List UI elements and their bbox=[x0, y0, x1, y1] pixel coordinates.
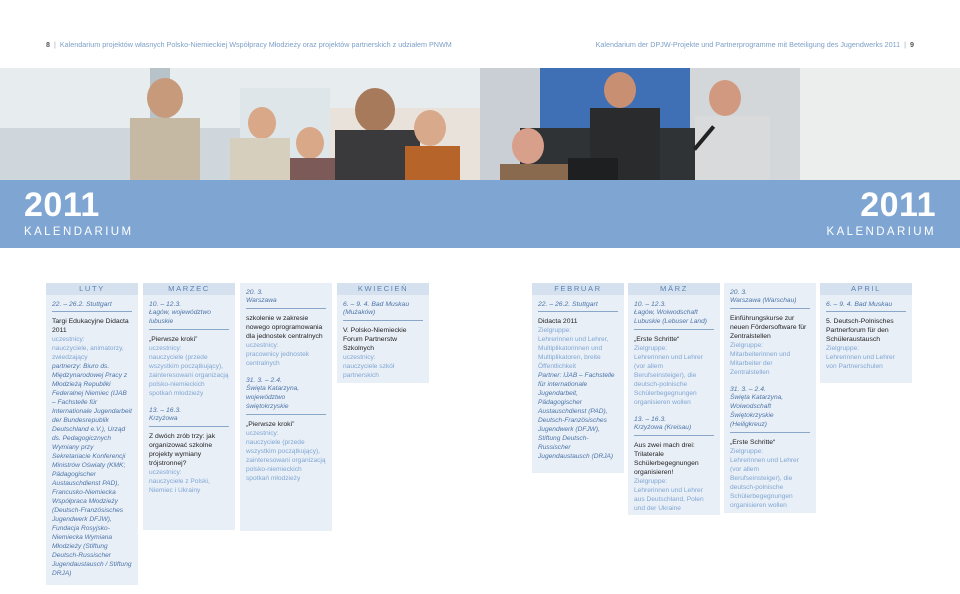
column-maerz bbox=[628, 283, 720, 518]
event-title: Z dwóch zrób trzy: jak organizować szkolne projekty wymiany trójstronnej? bbox=[149, 433, 216, 467]
column-februar bbox=[532, 283, 624, 476]
audience-label: Zielgruppe: bbox=[634, 345, 667, 352]
audience-text: Mitarbeiterinnen und Mitarbeiter der Zentralstellen bbox=[730, 351, 791, 376]
month-header-maerz: MÄRZ bbox=[628, 283, 720, 295]
column-luty bbox=[46, 283, 138, 588]
event-title: szkolenie w zakresie nowego oprogramowania dla jednostek centralnych bbox=[246, 315, 323, 340]
event-date: 31. 3. – 2.4. bbox=[246, 377, 282, 384]
event-location: Łagów, województwo lubuskie bbox=[149, 308, 229, 330]
audience-label: Zielgruppe: bbox=[634, 478, 667, 485]
month-header-kwiecien: KWIECIEŃ bbox=[337, 283, 429, 295]
audience-label: uczestnicy: bbox=[343, 354, 376, 361]
year-left: 2011 bbox=[24, 186, 100, 224]
event-date: 20. 3. bbox=[246, 289, 264, 296]
audience-text: nauczyciele (przede wszystkim początkujący), zainteresowani organizacją polsko-niemieckich spotkań młodzieży bbox=[246, 439, 326, 482]
audience-text: nauczyciele szkół partnerskich bbox=[343, 363, 395, 379]
event-title: V. Polsko-Niemieckie Forum Partnerstw Szkolnych bbox=[343, 327, 407, 352]
event-title: „Pierwsze kroki” bbox=[246, 421, 295, 428]
event-date: 22. – 26.2. Stuttgart bbox=[538, 301, 618, 312]
column-marzec-cont bbox=[240, 283, 332, 534]
column-marzec bbox=[143, 283, 235, 533]
audience-label: uczestnicy: bbox=[246, 342, 279, 349]
running-head-left: 8 | Kalendarium projektów własnych Polsko-Niemieckiej Współpracy Młodzieży oraz projektów partnerskich z udziałem PNWM bbox=[46, 40, 452, 49]
running-head-text-left: Kalendarium projektów własnych Polsko-Niemieckiej Współpracy Młodzieży oraz projektów partnerskich z udziałem PNWM bbox=[59, 40, 452, 49]
column-maerz-cont bbox=[724, 283, 816, 516]
audience-text: nauczyciele (przede wszystkim początkujący), zainteresowani organizacją polsko-niemieckich spotkań młodzieży bbox=[149, 354, 229, 397]
column-april bbox=[820, 283, 912, 386]
event-title: Targi Edukacyjne Didacta 2011 bbox=[52, 318, 129, 334]
event-title: „Erste Schritte“ bbox=[634, 336, 680, 343]
event-location: Święta Katarzyna, województwo świętokrzyskie bbox=[246, 384, 326, 415]
event-location: (Mużaków) bbox=[343, 308, 423, 321]
audience-text: Lehrerinnen und Lehrer aus Deutschland, Polen und der Ukraine bbox=[634, 487, 704, 512]
event-title: Einführungskurse zur neuen Fördersoftware für Zentralstellen bbox=[730, 315, 807, 340]
audience-text: nauczyciele, animatorzy, zwiedzający bbox=[52, 345, 124, 361]
event-date: 13. – 16.3. bbox=[634, 416, 667, 423]
audience-label: uczestnicy: bbox=[52, 336, 85, 343]
month-header-april: APRIL bbox=[820, 283, 912, 295]
page-number-right: 9 bbox=[910, 40, 914, 49]
audience-label: Zielgruppe: bbox=[538, 327, 571, 334]
right-page bbox=[480, 0, 960, 594]
event-date: 10. – 12.3. bbox=[634, 301, 667, 308]
event-title: 5. Deutsch-Polnisches Partnerforum für den Schüleraustausch bbox=[826, 318, 894, 343]
year-right: 2011 bbox=[860, 186, 936, 224]
audience-text: Lehrerinnen und Lehrer, Multiplikatorinnen und Multiplikatoren, breite Öffentlichkeit bbox=[538, 336, 609, 370]
event-title: Didacta 2011 bbox=[538, 318, 578, 325]
audience-label: uczestnicy: bbox=[149, 345, 182, 352]
event-title: „Pierwsze kroki” bbox=[149, 336, 198, 343]
event-title: „Erste Schritte“ bbox=[730, 439, 776, 446]
event-location: Warszawa (Warschau) bbox=[730, 296, 810, 309]
month-header-marzec: MARZEC bbox=[143, 283, 235, 295]
audience-text: Lehrerinnen und Lehrer (vor allem Berufseinsteiger), die deutsch-polnische Schülerbegegnungen organisieren wollen bbox=[634, 354, 703, 406]
event-location: Łagów, Woiwodschaft Lubuskie (Lebuser Land) bbox=[634, 308, 714, 330]
audience-label: uczestnicy: bbox=[149, 469, 182, 476]
audience-text: pracownicy jednostek centralnych bbox=[246, 351, 310, 367]
audience-text: Lehrerinnen und Lehrer von Partnerschulen bbox=[826, 354, 895, 370]
audience-label: Zielgruppe: bbox=[826, 345, 859, 352]
audience-label: uczestnicy: bbox=[246, 430, 279, 437]
event-location: Warszawa bbox=[246, 296, 326, 309]
event-date: 13. – 16.3. bbox=[149, 407, 182, 414]
event-date: 6. – 9. 4. Bad Muskau bbox=[826, 301, 906, 312]
audience-label: Zielgruppe: bbox=[730, 342, 763, 349]
running-head-right: Kalendarium der DPJW-Projekte und Partnerprogramme mit Beteiligung des Jugendwerks 2011 | 9 bbox=[595, 40, 914, 49]
event-location: Krzyżowa bbox=[149, 414, 229, 427]
running-head-text-right: Kalendarium der DPJW-Projekte und Partnerprogramme mit Beteiligung des Jugendwerks 2011 bbox=[595, 40, 901, 49]
event-date: 6. – 9. 4. Bad Muskau bbox=[343, 301, 410, 308]
column-kwiecien bbox=[337, 283, 429, 386]
event-date: 10. – 12.3. bbox=[149, 301, 182, 308]
month-header-luty: LUTY bbox=[46, 283, 138, 295]
event-date: 20. 3. bbox=[730, 289, 748, 296]
event-location: Święta Katarzyna, Woiwodschaft Świętokrzyskie (Heiligkreuz) bbox=[730, 393, 810, 433]
page-number-left: 8 bbox=[46, 40, 50, 49]
event-date: 22. – 26.2. Stuttgart bbox=[52, 301, 132, 312]
event-date: 31. 3. – 2.4. bbox=[730, 386, 766, 393]
event-location: Krzyżowa (Kreisau) bbox=[634, 423, 714, 436]
kalendarium-left: KALENDARIUM bbox=[24, 226, 134, 238]
partners-text: Partner: IJAB – Fachstelle für internationale Jugendarbeit, Pädagogischer Austauschdienst (PAD), Deutsch-Französisches Jugendwerk (DFJW), Stiftung Deutsch-Russischer Jugendaustausch (DRJA) bbox=[538, 372, 615, 460]
audience-text: nauczyciele z Polski, Niemiec i Ukrainy bbox=[149, 478, 210, 494]
month-header-februar: FEBRUAR bbox=[532, 283, 624, 295]
event-title: Aus zwei mach drei: Trilaterale Schülerbegegnungen organisieren! bbox=[634, 442, 699, 476]
audience-text: Lehrerinnen und Lehrer (vor allem Berufseinsteiger), die deutsch-polnische Schülerbegegnungen organisieren wollen bbox=[730, 457, 799, 509]
audience-label: Zielgruppe: bbox=[730, 448, 763, 455]
partners-text: partnerzy: Biuro ds. Międzynarodowej Pracy z Młodzieżą Republiki Federalnej Niemiec (IJAB – Fachstelle für Internationale Jugendarbeit der Bundesrepublik Deutschland e.V.), Urząd ds. Pedagogicznych Wymiany przy Sekretariacie Konferencji Ministrów Oświaty (KMK; Pädagogischer Austauschdienst PAD), Francusko-Niemiecka Współpraca Młodzieży (Deutsch-Französisches Jugendwerk DFJW), Fundacja Rosyjsko-Niemiecka Wymiana Młodzieży (Stiftung Deutsch-Russischer Jugendaustausch / Stiftung DRJA) bbox=[52, 363, 132, 577]
kalendarium-right: KALENDARIUM bbox=[826, 226, 936, 238]
